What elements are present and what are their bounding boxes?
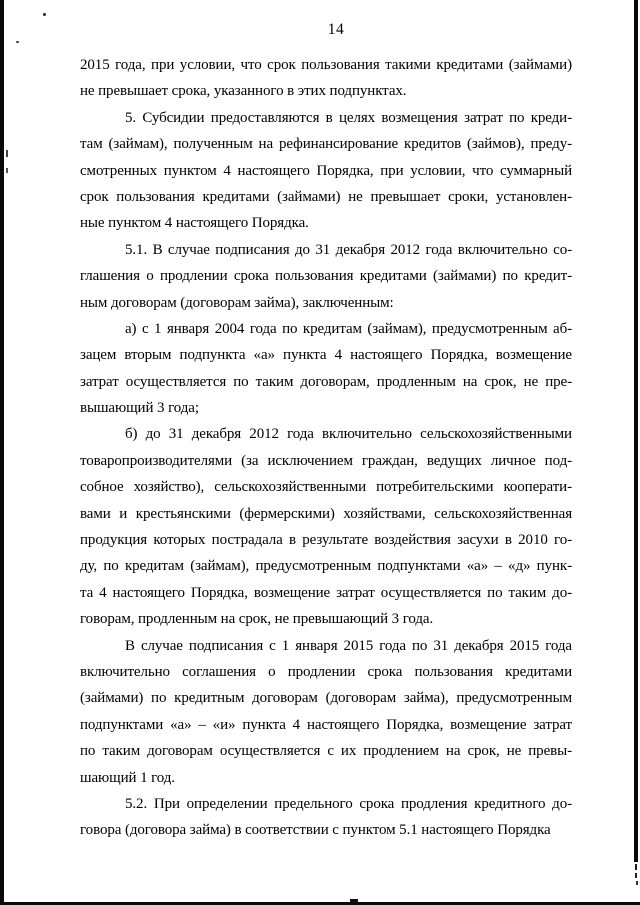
- text-line: говорам, продленным на срок, не превышающий 3 года.: [80, 611, 434, 628]
- scan-noise-speck: [43, 13, 46, 16]
- scan-edge-right-dash: [635, 873, 637, 878]
- paragraph: [80, 633, 572, 791]
- text-line: вышающий 3 года;: [80, 400, 199, 417]
- text-line: собное хозяйство), сельскохозяйственными потребительскими кооперати-: [80, 479, 572, 496]
- paragraph: [80, 237, 572, 316]
- text-line: вами и крестьянскими (фермерскими) хозяйствами, сельскохозяйственная: [80, 505, 572, 522]
- text-line: б) до 31 декабря 2012 года включительно сельскохозяйственными: [125, 426, 572, 443]
- text-line: а) с 1 января 2004 года по кредитам (займам), предусмотренным аб-: [125, 320, 572, 337]
- text-line: ным договорам (договорам займа), заключенным:: [80, 294, 394, 311]
- paragraph: [80, 52, 572, 105]
- text-line: 5.2. При определении предельного срока продления кредитного до-: [125, 795, 572, 812]
- text-line: продукция которых пострадала в результате воздействия засухи в 2010 го-: [80, 532, 572, 549]
- text-line: срок пользования кредитами (займами) не превышает сроки, установлен-: [80, 188, 572, 205]
- text-line: ду, по кредитам (займам), предусмотренным подпунктами «а» – «д» пунк-: [80, 558, 572, 575]
- text-line: смотренных пунктом 4 настоящего Порядка, при условии, что суммарный: [80, 162, 572, 179]
- text-line: товаропроизводителями (за исключением граждан, ведущих личное под-: [80, 452, 572, 469]
- text-line: подпунктами «а» – «и» пункта 4 настоящего Порядка, возмещение затрат: [80, 716, 572, 733]
- scan-edge-right-dash: [635, 864, 637, 870]
- scan-noise-speck: [16, 41, 19, 43]
- scan-noise-speck: [350, 899, 358, 902]
- text-line: 5.1. В случае подписания до 31 декабря 2012 года включительно со-: [125, 241, 572, 258]
- text-line: шающий 1 год.: [80, 769, 175, 786]
- text-line: та 4 настоящего Порядка, возмещение затрат осуществляется по таким до-: [80, 584, 572, 601]
- text-line: не превышает срока, указанного в этих подпунктах.: [80, 83, 407, 100]
- text-line: включительно соглашения о продлении срока пользования кредитами: [80, 663, 572, 680]
- text-line: затрат осуществляется по таким договорам, продленным на срок, не пре-: [80, 373, 572, 390]
- paragraph: [80, 791, 572, 844]
- scan-edge-left: [0, 0, 4, 905]
- text-line: ные пунктом 4 настоящего Порядка.: [80, 215, 309, 232]
- text-line: глашения о продлении срока пользования кредитами (займами) по кредит-: [80, 268, 572, 285]
- text-line: зацем вторым подпункта «а» пункта 4 настоящего Порядка, возмещение: [80, 347, 572, 364]
- page-number: 14: [327, 21, 345, 38]
- scan-edge-right-dash: [636, 881, 638, 885]
- scan-noise-speck: [6, 168, 8, 173]
- text-line: 5. Субсидии предоставляются в целях возмещения затрат по креди-: [125, 109, 572, 126]
- paragraph: [80, 316, 572, 422]
- paragraph: [80, 105, 572, 237]
- text-line: (займами) по кредитным договорам (договорам займа), предусмотренным: [80, 690, 572, 707]
- scan-edge-right: [634, 0, 638, 862]
- paragraph: [80, 421, 572, 632]
- scan-noise-speck: [6, 150, 8, 157]
- text-line: 2015 года, при условии, что срок пользования такими кредитами (займами): [80, 57, 572, 73]
- text-line: говора (договора займа) в соответствии с пунктом 5.1 настоящего Порядка: [80, 822, 551, 839]
- text-line: там (займам), полученным на рефинансирование кредитов (займов), преду-: [80, 136, 572, 153]
- text-line: В случае подписания с 1 января 2015 года по 31 декабря 2015 года: [125, 637, 572, 654]
- text-line: по таким договорам осуществляется с их продлением на срок, не превы-: [80, 743, 572, 760]
- document-body: [80, 52, 572, 844]
